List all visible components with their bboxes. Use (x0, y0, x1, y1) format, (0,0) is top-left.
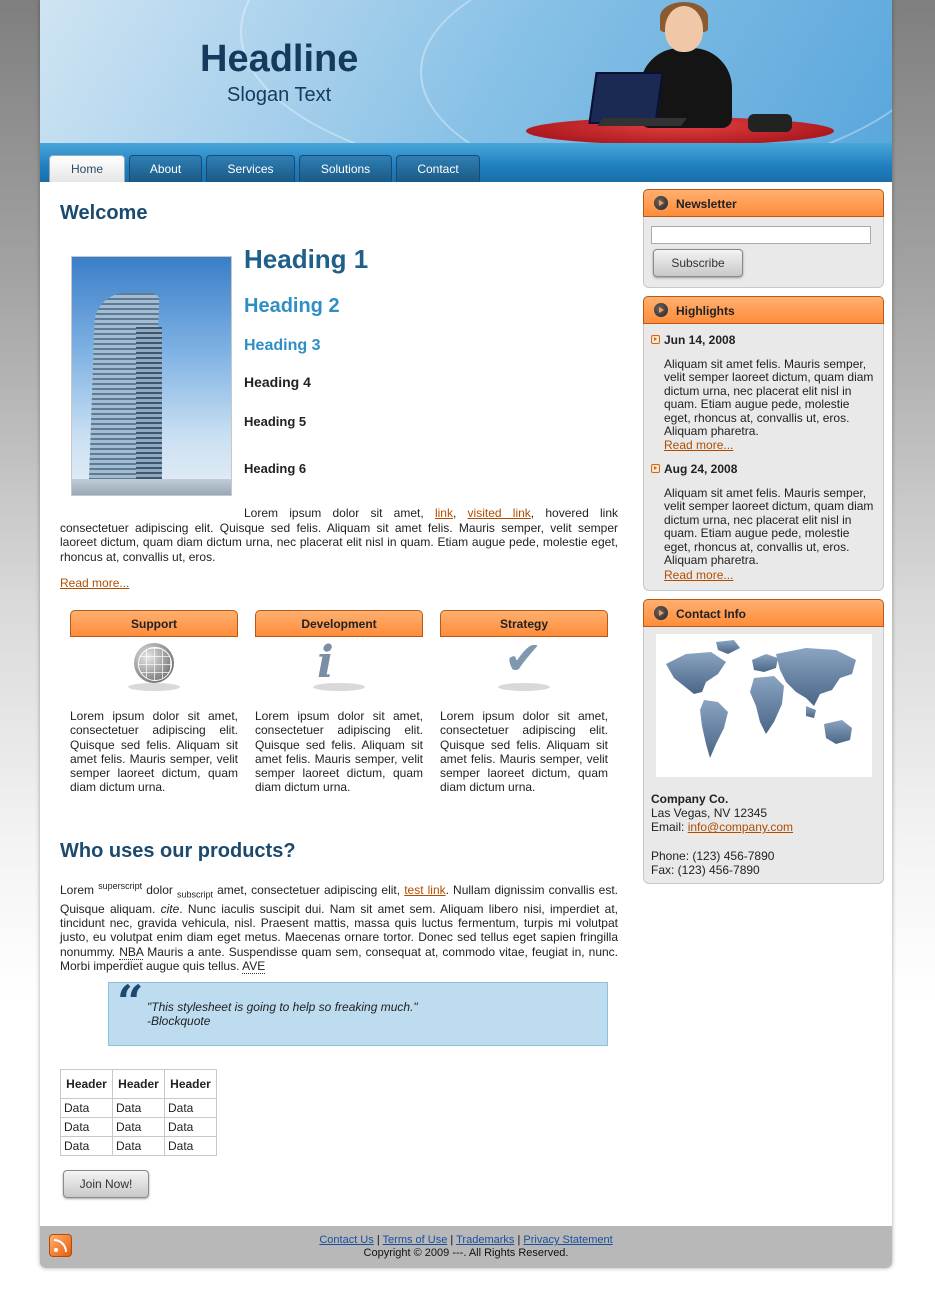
cite-text: cite (160, 901, 180, 916)
who-text: amet, consectetuer adipiscing elit, (213, 883, 405, 897)
footer-sep: | (373, 1234, 383, 1246)
abbr-nba: NBA (119, 944, 144, 959)
table-cell: Data (165, 1137, 217, 1156)
feature-text: Lorem ipsum dolor sit amet, consectetuer adipiscing elit. Quisque sed felis. Aliquam sit amet felis. Mauris semper, velit semper laoreet dictum, quam diam dictum urna. (70, 709, 238, 795)
quote-icon: “ (117, 975, 144, 1029)
arrow-icon (654, 196, 668, 210)
info-icon: i (317, 637, 334, 688)
tab-home[interactable]: Home (49, 155, 125, 182)
globe-icon (134, 643, 174, 683)
tab-about[interactable]: About (129, 155, 202, 182)
table-cell: Data (113, 1118, 165, 1137)
contact-details (651, 792, 793, 877)
heading-3: Heading 3 (244, 337, 321, 354)
who-paragraph (60, 879, 618, 973)
contact-box (643, 599, 884, 884)
table-row (61, 1118, 217, 1137)
icon-shadow (128, 683, 180, 691)
table-cell: Data (61, 1137, 113, 1156)
table-cell: Data (165, 1099, 217, 1118)
intro-paragraph (60, 506, 618, 564)
laptop-base (597, 118, 687, 126)
table-cell: Data (61, 1099, 113, 1118)
contact-header (643, 599, 884, 627)
abbr-ave: AVE (242, 958, 266, 973)
table-header-row (61, 1070, 217, 1099)
read-more-link[interactable]: Read more... (60, 576, 130, 590)
table-cell: Data (113, 1099, 165, 1118)
newsletter-box (643, 189, 884, 288)
desk-phone (748, 114, 792, 132)
highlights-box (643, 296, 884, 591)
company-name: Company Co. (651, 792, 729, 806)
phone-number: Phone: (123) 456-7890 (651, 848, 775, 863)
join-now-button[interactable]: Join Now! (63, 1170, 149, 1198)
tower-side-shape (136, 327, 162, 493)
highlights-header (643, 296, 884, 324)
fax-number: Fax: (123) 456-7890 (651, 862, 760, 877)
footer-link-contact[interactable]: Contact Us (319, 1234, 374, 1246)
highlight-text: Aliquam sit amet felis. Mauris semper, velit semper laoreet dictum, quam diam dictum urna, nec placerat elit nisl in quam. Etiam augue pede, molestie eget, rhoncus at, convallis ut, eros. Aliquam pharetra. (664, 357, 874, 439)
who-text: Lorem (60, 883, 99, 897)
headline: Headline (200, 38, 359, 80)
highlight-text: Aliquam sit amet felis. Mauris semper, velit semper laoreet dictum, quam diam dictum urna, nec placerat elit nisl in quam. Etiam augue pede, molestie eget, rhoncus at, convallis ut, eros. Aliquam pharetra. (664, 486, 874, 568)
newsletter-title: Newsletter (676, 197, 737, 211)
heading-2: Heading 2 (244, 295, 340, 317)
heading-1: Heading 1 (244, 244, 369, 274)
world-map-image (656, 634, 872, 777)
footer-sep: | (447, 1234, 457, 1246)
tab-contact[interactable]: Contact (396, 155, 480, 182)
superscript-text: superscript (98, 881, 143, 891)
feature-title: Development (255, 610, 423, 637)
table-header: Header (61, 1070, 113, 1099)
person-head (665, 6, 703, 52)
slogan: Slogan Text (227, 84, 332, 106)
bullet-icon (651, 335, 660, 344)
welcome-heading: Welcome (60, 202, 148, 224)
table-cell: Data (61, 1118, 113, 1137)
bullet-icon (651, 464, 660, 473)
tab-solutions[interactable]: Solutions (299, 155, 392, 182)
who-text: . Nunc iaculis suscipit dui. Nam sit amet sem. Aliquam libero nisi, imperdiet at, tincidunt nec, gravida vehicula, nisl. Praesent mattis, massa quis luctus fermentum, turpis mi volutpat justo, eu volutpat enim diam eget metus. Maecenas ornare tortor. Donec sed tellus eget sapien fringilla nonummy. (60, 901, 618, 959)
quote-text (147, 1000, 418, 1028)
email-label: Email: (651, 820, 688, 835)
subscribe-button[interactable]: Subscribe (653, 249, 743, 277)
arrow-icon (654, 606, 668, 620)
intro-text: Lorem ipsum dolor sit amet, (244, 506, 435, 520)
arrow-icon (654, 303, 668, 317)
main-nav (40, 143, 892, 182)
feature-support (70, 610, 238, 795)
intro-rest: , hovered link consectetuer adipiscing elit. Quisque sed felis. Aliquam sit amet felis. Mauris semper, velit semper laoreet dictum, quam diam dictum urna, nec placerat elit nisl in quam. Etiam augue pede, molestie eget, rhoncus at, convallis ut, eros. (60, 506, 618, 564)
table-cell: Data (165, 1118, 217, 1137)
highlight-date: Jun 14, 2008 (664, 333, 736, 347)
intro-sep: , (452, 506, 468, 520)
who-text: Mauris a ante. Suspendisse quam sem, consequat at, commodo vitae, feugiat in, nunc. Morbi imperdiet augue quis tellus. (60, 944, 619, 973)
heading-4: Heading 4 (244, 374, 311, 390)
spacer (651, 835, 793, 849)
heading-5: Heading 5 (244, 414, 307, 429)
footer-link-terms[interactable]: Terms of Use (382, 1234, 448, 1246)
feature-text: Lorem ipsum dolor sit amet, consectetuer adipiscing elit. Quisque sed felis. Aliquam sit amet felis. Mauris semper, velit semper laoreet dictum, quam diam dictum urna. (255, 709, 423, 795)
tab-services[interactable]: Services (206, 155, 295, 182)
table-row (61, 1137, 217, 1156)
feature-icon-area (255, 637, 423, 697)
highlight-date: Aug 24, 2008 (664, 462, 738, 476)
newsletter-email-input[interactable] (651, 226, 871, 244)
feature-text: Lorem ipsum dolor sit amet, consectetuer adipiscing elit. Quisque sed felis. Aliquam sit amet felis. Mauris semper, velit semper laoreet dictum, quam diam dictum urna. (440, 709, 608, 795)
table-header: Header (113, 1070, 165, 1099)
page-wrapper (40, 0, 892, 1268)
footer-link-privacy[interactable]: Privacy Statement (523, 1234, 613, 1246)
who-text: dolor (142, 883, 177, 897)
newsletter-header (643, 189, 884, 217)
world-map-icon (656, 634, 872, 777)
table-cell: Data (113, 1137, 165, 1156)
test-link[interactable]: test link (404, 883, 446, 897)
footer-link-trademarks[interactable]: Trademarks (456, 1234, 515, 1246)
table-row (61, 1099, 217, 1118)
quote-line: "This stylesheet is going to help so freaking much." (147, 1000, 418, 1014)
feature-development (255, 610, 423, 795)
email-line (651, 820, 793, 834)
quote-author: -Blockquote (147, 1014, 211, 1028)
header (40, 0, 892, 143)
company-city: Las Vegas, NV 12345 (651, 806, 768, 821)
who-heading: Who uses our products? (60, 840, 296, 862)
feature-icon-area (70, 637, 238, 697)
copyright: Copyright © 2009 ---. All Rights Reserved. (363, 1247, 569, 1259)
email-link[interactable]: info@company.com (687, 820, 794, 835)
ground-shape (72, 479, 231, 495)
table-header: Header (165, 1070, 217, 1099)
checkmark-icon: ✔ (504, 631, 543, 685)
feature-icon-area (440, 631, 608, 697)
who-text: . Nullam dignissim convallis est. Quisque aliquam. (60, 883, 619, 916)
subscript-text: subscript (176, 889, 213, 900)
blockquote (108, 975, 608, 1046)
highlights-title: Highlights (676, 304, 735, 318)
visited-link[interactable]: visited link (467, 506, 531, 520)
contact-title: Contact Info (676, 607, 746, 621)
building-image (71, 256, 232, 496)
highlight-read-more[interactable]: Read more... (664, 438, 734, 452)
data-table (60, 1069, 217, 1156)
footer (40, 1226, 892, 1268)
feature-strategy (440, 610, 608, 795)
feature-title: Support (70, 610, 238, 637)
footer-sep: | (514, 1234, 524, 1246)
laptop-screen (588, 72, 663, 124)
footer-links (40, 1234, 892, 1246)
feature-title: Strategy (440, 610, 608, 637)
heading-6: Heading 6 (244, 461, 307, 476)
intro-link[interactable]: link (434, 506, 453, 520)
highlight-read-more[interactable]: Read more... (664, 568, 734, 582)
